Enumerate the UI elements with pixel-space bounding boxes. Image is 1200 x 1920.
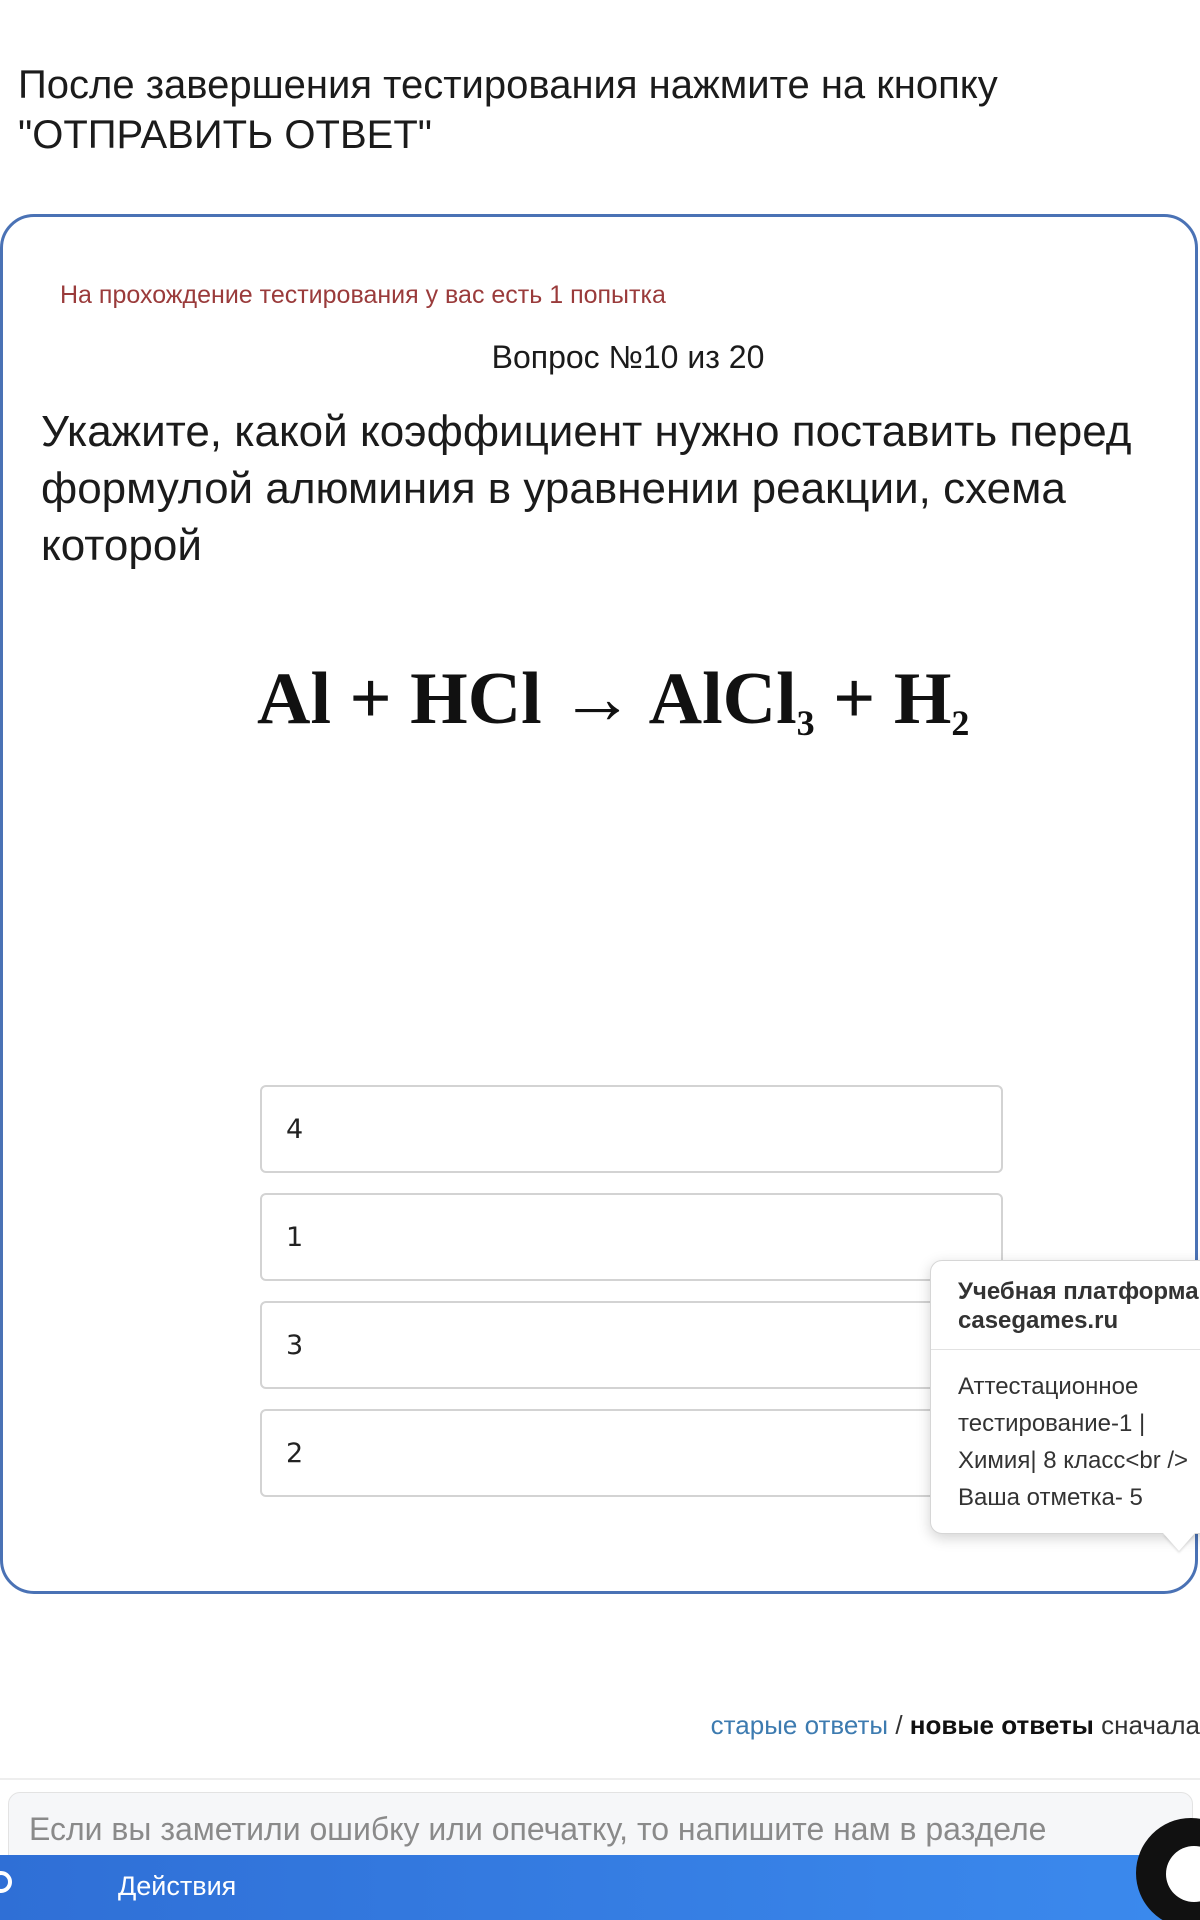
popup-tail: [1163, 1533, 1195, 1551]
search-icon[interactable]: [0, 1871, 12, 1893]
new-answers-link[interactable]: новые ответы: [909, 1710, 1094, 1740]
question-text: Укажите, какой коэффициент нужно поставить перед формулой алюминия в уравнении реакции, схема которой: [41, 407, 1132, 570]
formula-hcl: HCl: [410, 658, 542, 740]
formula-al: Al: [257, 658, 331, 740]
actions-label[interactable]: Действия: [118, 1871, 237, 1901]
answer-option[interactable]: 3: [260, 1301, 1003, 1389]
question-number: Вопрос №10 из 20: [491, 339, 765, 375]
formula-arrow: →: [560, 658, 635, 740]
formula-h2: $H_2$: [893, 658, 970, 743]
attempts-note: На прохождение тестирования у вас есть 1 попытка: [60, 281, 666, 309]
popup-body: Аттестационное тестирование-1 | Химия| 8 класс<br /> Ваша отметка- 5: [958, 1373, 1189, 1511]
answer-option[interactable]: 4: [260, 1085, 1003, 1173]
popup-title: Учебная платформа casegames.ru: [931, 1261, 1200, 1350]
bottom-action-bar[interactable]: [0, 1855, 1200, 1920]
answer-options: [260, 1085, 1003, 1517]
divider: [0, 1778, 1200, 1780]
chat-bubble-icon: [1166, 1846, 1200, 1902]
feedback-box[interactable]: Если вы заметили ошибку или опечатку, то напишите нам в разделе: [8, 1792, 1193, 1872]
formula-alcl3: AlCl$_3$: [648, 658, 815, 743]
instruction-text: После завершения тестирования нажмите на кнопку "ОТПРАВИТЬ ОТВЕТ": [18, 63, 998, 157]
formula-plus: +: [349, 658, 392, 740]
answer-option[interactable]: 1: [260, 1193, 1003, 1281]
formula-plus: +: [833, 658, 876, 740]
notification-popup[interactable]: [930, 1260, 1200, 1534]
sort-suffix: сначала: [1093, 1710, 1200, 1740]
old-answers-link[interactable]: старые ответы: [710, 1710, 889, 1740]
answer-option[interactable]: 2: [260, 1409, 1003, 1497]
answers-sort: [711, 1710, 1200, 1741]
sort-separator: /: [888, 1710, 910, 1740]
reaction-formula: [257, 657, 969, 744]
